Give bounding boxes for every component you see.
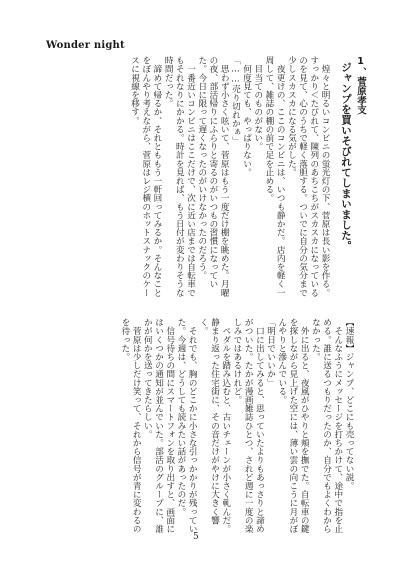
chapter-author: 菅原孝支: [355, 76, 366, 115]
running-head: Wonder night: [46, 40, 125, 51]
body-text-top: 煌々と明るいコンビニの蛍光灯の下、菅原は長い影を作る。すっかり＜たびれて、陳列のあちこちがスカスカになっているのを見て、心のうちで軽く落胆する。ついでに自分の気分まで少しスカスカになる気がした。 夜更けの、ここのコンビニは、いつも静かだ。店内を軽く一周して、雑誌の棚の前で足を止める。 目当てのものがない。 何度見ても、やっぱりない。 「……売り切れかぁ」 思わず小さく呟いて、菅原はもう一度だけ棚を眺めた。月曜の夜、部活帰りにふらりと寄るのがいつもの習慣になっていた。今日に限って遅くなったのがいけなかったのだろう。 一番近いコンビニはここだけで、次に近い店までは自転車でもそれなりにかかる。時計を見れば、もう日付が変わりそうな時間だった。 諦めて帰るか、それとももう一軒回ってみるか。そんなことをぼんやり考えながら、菅原はレジ横のホットスナックのケースに視線を移す。: [129, 56, 330, 297]
body-text-bottom: 【速報】ジャンプ、どこにも売ってない説。 そんなふうにメッセージを打ちかけて、途中で指を止める。誰に送るつもりだったのか、自分でもよくわからなかった。 外に出ると、夜風がひやりと頬を撫でた。自転車の鍵を探しながら見上げた空には、薄い雲の向こうに月がぼんやりと滲んでいる。 「明日でいいか」 口に出してみると、思っていたよりもあっさりと諦めがついた。たかが漫画雑誌ひとつ、されど週に一度の楽しみではあるけれど。 ペダルを踏み込むと、古いチェーンが小さく軋んだ。静まり返った住宅街に、その音だけがやけに大きく響く。 それでも、胸のどこかに小さな引っかかりが残っていた。今週は、どうしても読みたい話があったのだ。 信号待ちの間にスマートフォンを取り出すと、画面にはいくつかの通知が並んでいた。部活のグループに、誰かが何かを送ってきたらしい。 菅原は少しだけ笑って、それから信号が青に変わるのを待った。: [119, 318, 354, 533]
chapter-title: ジャンプを買いそびれてしまいました。: [340, 62, 352, 251]
page-number: 5: [193, 532, 199, 542]
chapter-number-label: 1、: [355, 56, 366, 77]
chapter-number: [354, 56, 366, 115]
